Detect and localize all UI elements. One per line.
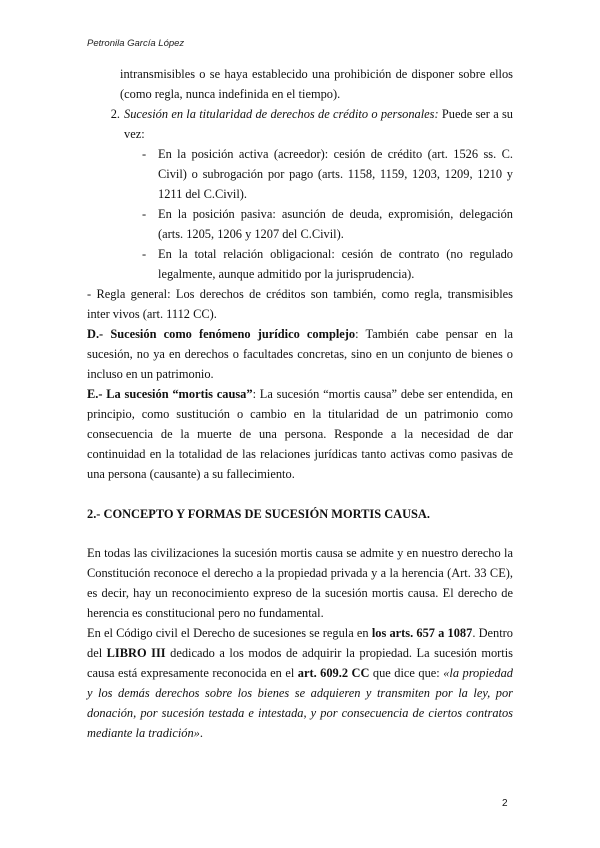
paragraph-codigo-civil: En el Código civil el Derecho de sucesiones se regula en los arts. 657 a 1087. Dentro del LIBRO III dedicado a los modos de adquirir la propiedad. La sucesión mortis causa está expresamente reconocida en el art. 609.2 CC que dice que: «la propiedad y los demás derechos sobre los bienes se adquieren y transmiten por la ley, por donación, por sucesión testada e intestada, y por consecuencia de ciertos contratos mediante la tradición». — [87, 626, 514, 740]
section-e-title: E.- La sucesión “mortis causa” — [87, 387, 253, 401]
page-number: 2 — [502, 798, 508, 809]
dash-item-active: - En la posición activa (acreedor): cesión de crédito (art. 1526 ss. C. Civil) o subrogación por pago (arts. 1158, 1159, 1203, 1209, 1210 y 1211 del C.Civil). — [87, 144, 513, 204]
dash-item-text: En la posición pasiva: asunción de deuda, expromisión, delegación (arts. 1205, 1206 y 1207 del C.Civil). — [158, 207, 513, 241]
dash-item-text: En la total relación obligacional: cesión de contrato (no regulado legalmente, aunque admitido por la jurisprudencia). — [158, 247, 513, 281]
paragraph-intransmisibles: intransmisibles o se haya establecido una prohibición de disponer sobre ellos (como regla, nunca indefinida en el tiempo). — [120, 67, 513, 101]
item-text: Puede ser a su vez: — [124, 107, 513, 141]
paragraph-regla-general: - Regla general: Los derechos de créditos son también, como regla, transmisibles inter vivos (art. 1112 CC). — [87, 287, 513, 321]
section-d: D.- Sucesión como fenómeno jurídico complejo: También cabe pensar en la sucesión, no ya en derechos o facultades concretas, sino en un conjunto de bienes o incluso en un patrimonio. — [87, 327, 513, 381]
section-d-title: D.- Sucesión como fenómeno jurídico complejo — [87, 327, 356, 341]
dash-item-total: - En la total relación obligacional: cesión de contrato (no regulado legalmente, aunque admitido por la jurisprudencia). — [87, 244, 513, 284]
dash-item-passive: - En la posición pasiva: asunción de deuda, expromisión, delegación (arts. 1205, 1206 y 1207 del C.Civil). — [87, 204, 513, 244]
paragraph-civilizaciones: En todas las civilizaciones la sucesión mortis causa se admite y en nuestro derecho la Constitución reconoce el derecho a la propiedad privada y a la herencia (Art. 33 CE), es decir, hay un reconocimiento expreso de la sucesión mortis causa. El derecho de herencia es constitucional pero no fundamental. — [87, 546, 513, 620]
dash-item-text: En la posición activa (acreedor): cesión de crédito (art. 1526 ss. C. Civil) o subrogación por pago (arts. 1158, 1159, 1203, 1209, 1210 y 1211 del C.Civil). — [158, 147, 513, 201]
page-header-author: Petronila García López — [87, 38, 185, 49]
item-number: 2. — [110, 107, 120, 121]
legal-quote: «la propiedad y los demás derechos sobre los bienes se adquieren y transmiten por la ley, por donación, por sucesión testada e intestada, y por consecuencia de ciertos contratos mediante la tradición» — [87, 666, 513, 740]
section-2-heading: 2.- CONCEPTO Y FORMAS DE SUCESIÓN MORTIS CAUSA. — [87, 507, 430, 521]
section-e: E.- La sucesión “mortis causa”: La sucesión “mortis causa” debe ser entendida, en principio, como sustitución o cambio en la titularidad de un patrimonio como consecuencia de la muerte de una persona. Responde a la necesidad de dar continuidad en la totalidad de las relaciones jurídicas tanto activas como pasivas de una persona (causante) a su fallecimiento. — [87, 387, 513, 481]
item-title: Sucesión en la titularidad de derechos de crédito o personales: — [124, 107, 439, 121]
document-body — [87, 64, 513, 743]
numbered-item-2 — [87, 104, 513, 144]
